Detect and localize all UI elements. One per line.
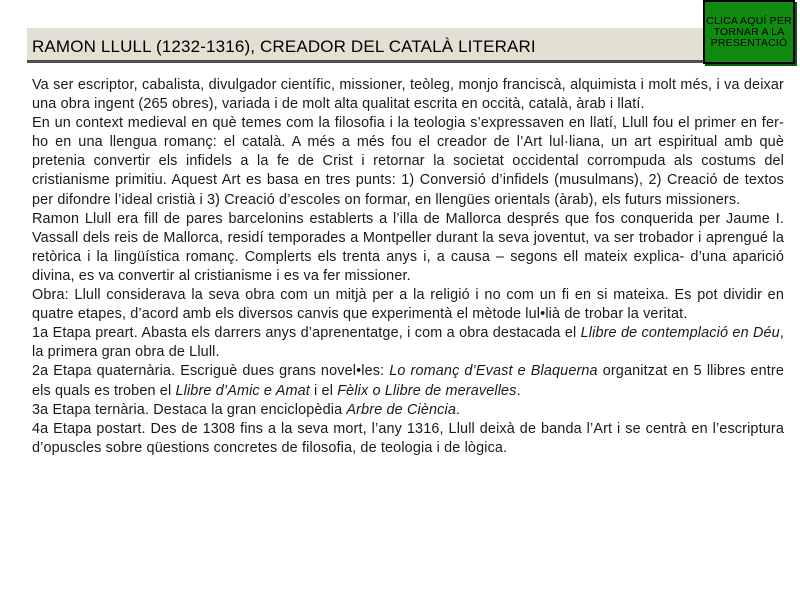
intro-paragraph: Va ser escriptor, cabalista, divulgador científic, missioner, teòleg, monjo franciscà, alquimista i molt més, i va deixar una obra ingent (265 obres), variada i de molt alta qualitat escrita en occità, català, àrab i llatí. — [32, 77, 784, 113]
stage-1-work-title: Llibre de contemplació en Déu — [580, 325, 780, 342]
page-title: RAMON LLULL (1232-1316), CREADOR DEL CATALÀ LITERARI — [32, 37, 536, 56]
title-bar — [27, 28, 783, 63]
stage-4-paragraph: 4a Etapa postart. Des de 1308 fins a la seva mort, l’any 1316, Llull deixà de banda l’Art i se centrà en l’escriptura d’opuscles sobre qüestions concretes de filosofia, de teologia i de lògica. — [32, 420, 784, 456]
stage-2-text-mid: organitzat en 5 llibres entre els quals es troben el — [32, 363, 784, 399]
stage-1-paragraph — [32, 324, 784, 362]
stage-3-paragraph — [32, 401, 784, 420]
body-text — [32, 76, 784, 458]
back-button-label: CLICA AQUÍ PER TORNAR A LA PRESENTACIÓ — [706, 14, 792, 49]
stage-3-work-title: Arbre de Ciència — [346, 401, 456, 418]
stage-2-paragraph — [32, 362, 784, 400]
stage-3-text-end: . — [456, 401, 461, 418]
stage-2-work-title-1: Lo romanç d’Evast e Blaquerna — [389, 363, 598, 380]
stage-2-work-title-2: Llibre d’Amic e Amat — [175, 382, 310, 399]
back-to-presentation-button[interactable] — [703, 0, 795, 64]
stage-1-text-end: , la primera gran obra de Llull. — [32, 325, 784, 361]
context-paragraph: En un context medieval en què temes com la filosofia i la teologia s’expressaven en llatí, Llull fou el primer en fer-ho en una llengua romanç: el català. A més a més fou el creador de l’Art lul·liana, un art espiritual amb què pretenia convertir els infidels a la fe de Crist i retornar la societat occidental corrompuda als costums del cristianisme primitiu. Aquest Art es basa en tres punts: 1) Conversió d’infidels (musulmans), 2) Creació de textos per difondre l’ideal cristià i 3) Creació d’escoles on formar, en llengües orientals (àrab), els futurs missioners. — [32, 115, 784, 208]
stage-2-text-conj: i el — [309, 382, 338, 399]
work-paragraph: Obra: Llull considerava la seva obra com un mitjà per a la religió i no com un fi en si mateixa. Es pot dividir en quatre etapes, d’acord amb els diversos canvis que experimentà el mètode lul•lià de trobar la veritat. — [32, 287, 784, 323]
stage-1-text: 1a Etapa preart. Abasta els darrers anys d’aprenentatge, i com a obra destacada el — [32, 325, 581, 342]
biography-paragraph: Ramon Llull era fill de pares barcelonins establerts a l’illa de Mallorca després que fos conquerida per Jaume I. Vassall dels reis de Mallorca, residí temporades a Montpeller durant la seva joventut, va ser trobador i aprengué la retòrica i la lingüística romanç. Complerts els trenta anys i, a causa – segons ell mateix explica- d’una aparició divina, es va convertir al cristianisme i es va fer missioner. — [32, 210, 784, 284]
stage-2-text-end: . — [516, 382, 521, 399]
stage-2-text: 2a Etapa quaternària. Escriguè dues grans novel•les: — [32, 363, 390, 380]
stage-2-work-title-3: Fèlix o Llibre de meravelles — [337, 382, 517, 399]
stage-3-text: 3a Etapa ternària. Destaca la gran enciclopèdia — [32, 401, 347, 418]
